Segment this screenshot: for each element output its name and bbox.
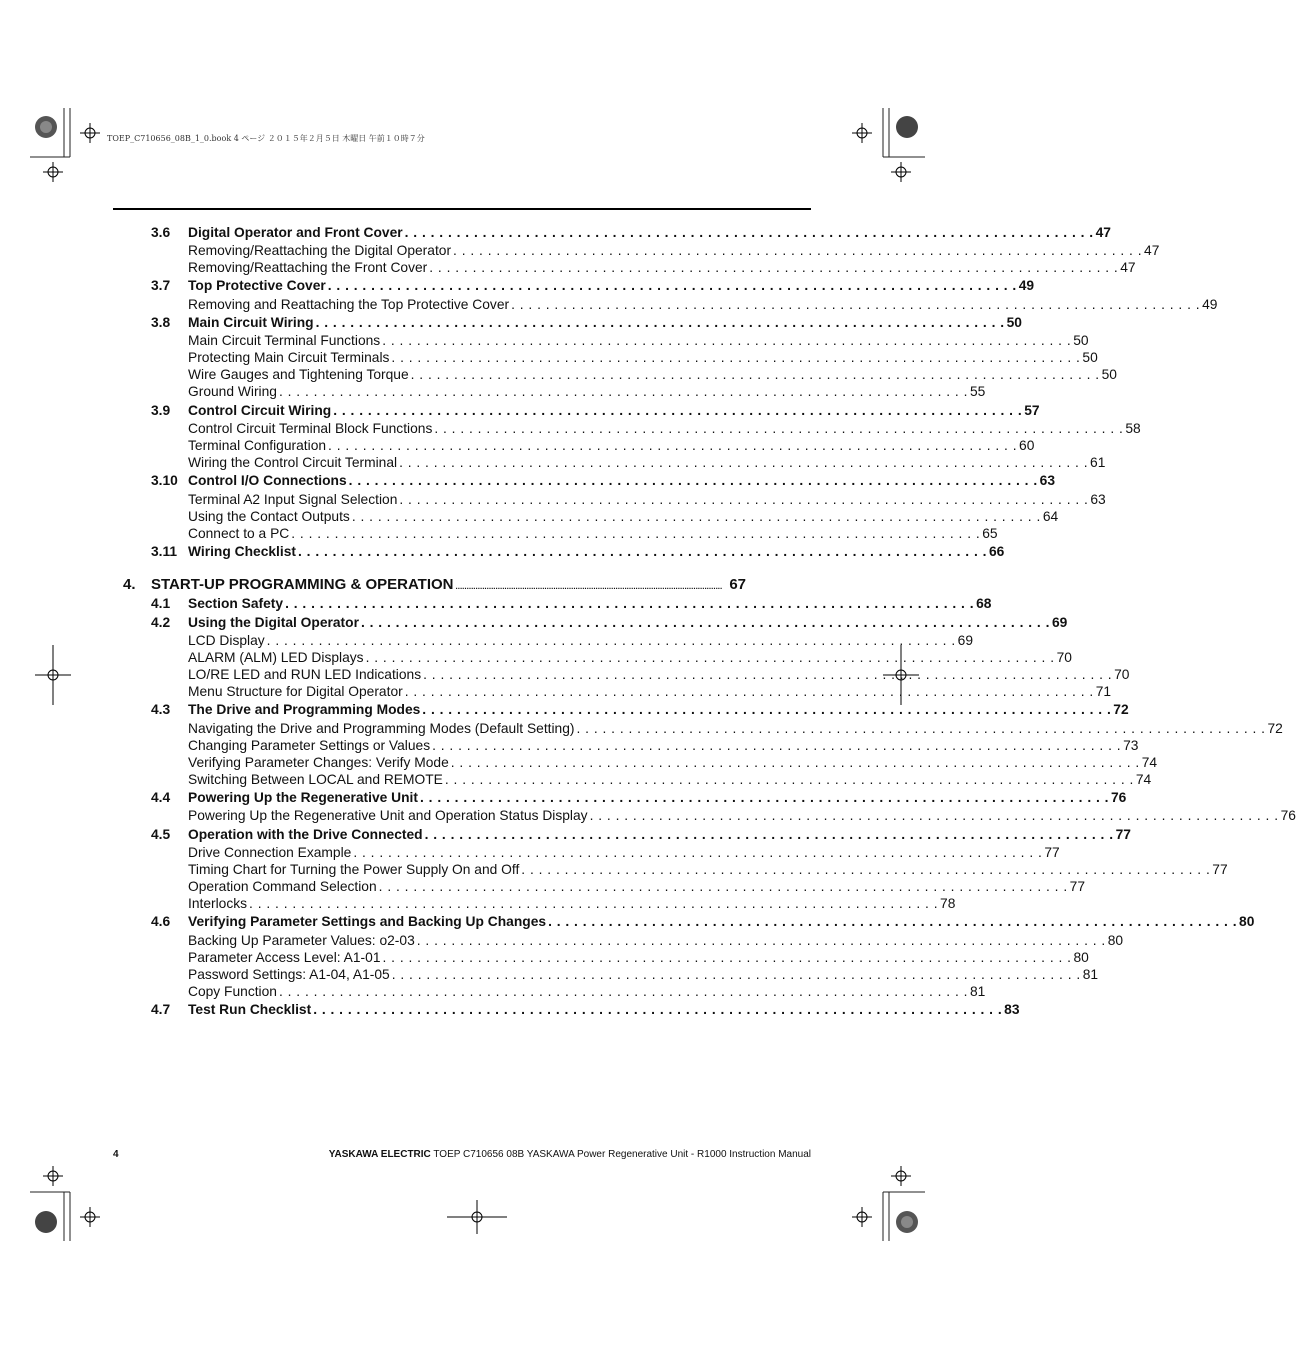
toc-entry-title: LCD Display	[188, 633, 265, 648]
toc-dot-leader: . . . . . . . . . . . . . . . . . . . . . . . . . . . . . . . . . . . . . . . . . . . . . . . . . . . . . . . . . . . . . . . . . . . . . . . . . . . . . . . .	[315, 315, 1005, 330]
toc-dot-leader: . . . . . . . . . . . . . . . . . . . . . . . . . . . . . . . . . . . . . . . . . . . . . . . . . . . . . . . . . . . . . . . . . . . . . . . . . . . . . . . .	[249, 896, 939, 911]
toc-section-entry[interactable]	[151, 314, 1022, 331]
toc-dot-leader: . . . . . . . . . . . . . . . . . . . . . . . . . . . . . . . . . . . . . . . . . . . . . . . . . . . . . . . . . . . . . . . . . . . . . . . . . . . . . . . .	[424, 827, 1114, 842]
toc-entry-page: 76	[1280, 808, 1296, 823]
crosshair-icon-top-right	[852, 123, 911, 182]
toc-entry-page: 49	[1202, 297, 1218, 312]
toc-entry-title: Wiring the Control Circuit Terminal	[188, 455, 398, 470]
toc-entry-title: Test Run Checklist	[188, 1002, 312, 1017]
toc-entry-page: 81	[969, 984, 986, 999]
toc-dot-leader: . . . . . . . . . . . . . . . . . . . . . . . . . . . . . . . . . . . . . . . . . . . . . . . . . . . . . . . . . . . . . . . . . . . . . . . . . . . . . . . .	[360, 615, 1050, 630]
toc-entry-title: Operation with the Drive Connected	[188, 827, 423, 842]
toc-subsection-entry[interactable]	[188, 966, 1099, 983]
toc-entry-page: 50	[1082, 350, 1098, 365]
toc-entry-page: 73	[1123, 738, 1139, 753]
toc-entry-page: 64	[1042, 509, 1059, 524]
toc-dot-leader: . . . . . . . . . . . . . . . . . . . . . . . . . . . . . . . . . . . . . . . . . . . . . . . . . . . . . . . . . . . . . . . . . . . . . . . . . . . . . . . .	[351, 509, 1041, 524]
toc-subsection-entry[interactable]	[188, 649, 1072, 666]
toc-dot-leader: . . . . . . . . . . . . . . . . . . . . . . . . . . . . . . . . . . . . . . . . . . . . . . . . . . . . . . . . . . . . . . . . . . . . . . . . . . . . . . . .	[404, 225, 1094, 240]
toc-dot-leader: . . . . . . . . . . . . . . . . . . . . . . . . . . . . . . . . . . . . . . . . . . . . . . . . . . . . . . . . . . . . . . . . . . . . . . . . . . . . . . . .	[297, 544, 987, 559]
toc-entry-title: Wiring Checklist	[188, 544, 296, 559]
footer-doc-text: TOEP C710656 08B YASKAWA Power Regenerative Unit - R1000 Instruction Manual	[430, 1149, 811, 1160]
toc-subsection-entry[interactable]	[188, 932, 1124, 949]
toc-entry-title: START-UP PROGRAMMING & OPERATION	[151, 576, 454, 593]
toc-section-entry[interactable]	[151, 913, 1255, 930]
toc-section-entry[interactable]	[151, 789, 1127, 806]
toc-entry-title: Navigating the Drive and Programming Modes (Default Setting)	[188, 721, 575, 736]
toc-entry-title: Protecting Main Circuit Terminals	[188, 350, 390, 365]
toc-dot-leader: . . . . . . . . . . . . . . . . . . . . . . . . . . . . . . . . . . . . . . . . . . . . . . . . . . . . . . . . . . . . . . . . . . . . . . . . . . . . . . . .	[399, 455, 1089, 470]
crosshair-icon-top-left	[43, 123, 100, 182]
toc-dot-leader: . . . . . . . . . . . . . . . . . . . . . . . . . . . . . . . . . . . . . . . . . . . . . . . . . . . . . . . . . . . . . . . . . . . . . . . . . . . . . . . .	[278, 384, 968, 399]
toc-dot-leader: . . . . . . . . . . . . . . . . . . . . . . . . . . . . . . . . . . . . . . . . . . . . . . . . . . . . . . . . . . . . . . . . . . . . . . . . . . . . . . . .	[416, 933, 1106, 948]
toc-dot-leader: . . . . . . . . . . . . . . . . . . . . . . . . . . . . . . . . . . . . . . . . . . . . . . . . . . . . . . . . . . . . . . . . . . . . . . . . . . . . . . . .	[348, 473, 1038, 488]
toc-entry-page: 50	[1073, 333, 1089, 348]
toc-entry-page: 68	[976, 596, 992, 611]
toc-entry-title: Removing and Reattaching the Top Protective Cover	[188, 297, 510, 312]
toc-entry-page: 67	[729, 576, 746, 593]
toc-entry-title: ALARM (ALM) LED Displays	[188, 650, 364, 665]
toc-subsection-entry[interactable]	[188, 983, 986, 1000]
toc-entry-number: 3.6	[151, 225, 171, 240]
toc-entry-number: 4.6	[151, 914, 171, 929]
toc-entry-number: 3.11	[151, 544, 178, 559]
toc-dot-leader: . . . . . . . . . . . . . . . . . . . . . . . . . . . . . . . . . . . . . . . . . . . . . . . . . . . . . . . . . . . . . . . . . . . . . . . . . . . . . . . .	[423, 667, 1113, 682]
toc-entry-page: 74	[1141, 755, 1158, 770]
toc-dot-leader: . . . . . . . . . . . . . . . . . . . . . . . . . . . . . . . . . . . . . . . . . . . . . . . . . . . . . . . . . . . . . . . . . . . . . . . . . . . . . . . .	[432, 738, 1122, 753]
toc-entry-page: 47	[1095, 225, 1111, 240]
toc-subsection-entry[interactable]	[188, 366, 1117, 383]
toc-entry-page: 47	[1120, 260, 1136, 275]
toc-entry-page: 71	[1095, 684, 1112, 699]
toc-entry-number: 4.7	[151, 1002, 171, 1017]
footer-manual-title	[329, 1149, 811, 1160]
toc-entry-page: 77	[1044, 845, 1060, 860]
toc-entry-page: 69	[957, 633, 974, 648]
toc-entry-title: LO/RE LED and RUN LED Indications	[188, 667, 422, 682]
toc-entry-title: Menu Structure for Digital Operator	[188, 684, 403, 699]
toc-dot-leader: . . . . . . . . . . . . . . . . . . . . . . . . . . . . . . . . . . . . . . . . . . . . . . . . . . . . . . . . . . . . . . . . . . . . . . . . . . . . . . . .	[410, 367, 1100, 382]
toc-entry-number: 4.5	[151, 827, 171, 842]
toc-entry-page: 61	[1090, 455, 1106, 470]
toc-entry-page: 57	[1024, 403, 1040, 418]
toc-section-entry[interactable]	[151, 543, 1005, 560]
toc-entry-title: Drive Connection Example	[188, 845, 352, 860]
toc-entry-number: 3.9	[151, 403, 171, 418]
toc-entry-page: 76	[1110, 790, 1127, 805]
toc-entry-page: 77	[1212, 862, 1228, 877]
toc-section-entry[interactable]	[151, 595, 992, 612]
toc-subsection-entry[interactable]	[188, 454, 1106, 471]
toc-entry-title: Timing Chart for Turning the Power Supply On and Off	[188, 862, 520, 877]
toc-subsection-entry[interactable]	[188, 861, 1228, 878]
toc-section-entry[interactable]	[151, 472, 1056, 489]
toc-dot-leader: . . . . . . . . . . . . . . . . . . . . . . . . . . . . . . . . . . . . . . . . . . . . . . . . . . . . . . . . . . . . . . . . . . . . . . . . . . . . . . . .	[434, 421, 1124, 436]
toc-entry-page: 65	[982, 526, 998, 541]
toc-entry-page: 70	[1114, 667, 1130, 682]
toc-dot-leader: . . . . . . . . . . . . . . . . . . . . . . . . . . . . . . . . . . . . . . . . . . . . . . . . . . . . . . . . . . . . . . . . . . . . . . . . . . . . . . . .	[429, 260, 1119, 275]
toc-entry-page: 74	[1135, 772, 1152, 787]
toc-subsection-entry[interactable]	[188, 771, 1152, 788]
toc-dot-leader: . . . . . . . . . . . . . . . . . . . . . . . . . . . . . . . . . . . . . . . . . . . . . . . . . . . . . . . . . . . . . . . . . . . . . . . . . . . . . . . .	[422, 702, 1112, 717]
toc-subsection-entry[interactable]	[188, 525, 998, 542]
toc-dot-leader: . . . . . . . . . . . . . . . . . . . . . . . . . . . . . . . . . . . . . . . . . . . . . . . . . . . . . . . . . . . . . . . . . . . . . . . . . . . . . . . .	[278, 984, 968, 999]
toc-dot-leader: . . . . . . . . . . . . . . . . . . . . . . . . . . . . . . . . . . . . . . . . . . . . . . . . . . . . . . . . . . . . . . . . . . . . . . . . . . . . . . . .	[548, 914, 1238, 929]
toc-dot-leader: . . . . . . . . . . . . . . . . . . . . . . . . . . . . . . . . . . . . . . . . . . . . . . . . . . . . . . . . . . . . . . . . . . . . . . . . . . . . . . . .	[444, 772, 1134, 787]
toc-subsection-entry[interactable]	[188, 895, 956, 912]
toc-entry-title: Control Circuit Wiring	[188, 403, 332, 418]
toc-entry-title: Verifying Parameter Changes: Verify Mode	[188, 755, 449, 770]
toc-dot-leader: . . . . . . . . . . . . . . . . . . . . . . . . . . . . . . . . . . . . . . . . . . . . . . . . . . . . . . . . . . . . . . . . . . . . . . . . . . . . . . . .	[391, 967, 1081, 982]
toc-entry-number: 4.4	[151, 790, 171, 805]
toc-dot-leader: . . . . . . . . . . . . . . . . . . . . . . . . . . . . . . . . . . . . . . . . . . . . . . . . . . . . . . . . . . . . . . . . . . . . . . . . . . . . . . . .	[333, 403, 1023, 418]
crosshair-icon-bottom	[43, 1166, 911, 1234]
toc-entry-page: 80	[1239, 914, 1255, 929]
toc-section-entry[interactable]	[151, 402, 1040, 419]
toc-entry-page: 72	[1267, 721, 1283, 736]
toc-entry-page: 70	[1056, 650, 1072, 665]
toc-entry-number: 4.1	[151, 596, 171, 611]
toc-subsection-entry[interactable]	[188, 844, 1060, 861]
toc-entry-number: 4.2	[151, 615, 171, 630]
toc-dot-leader: . . . . . . . . . . . . . . . . . . . . . . . . . . . . . . . . . . . . . . . . . . . . . . . . . . . . . . . . . . . . . . . . . . . . . . . . . . . . . . . .	[328, 438, 1018, 453]
toc-entry-title: Powering Up the Regenerative Unit	[188, 790, 418, 805]
toc-dot-leader: . . . . . . . . . . . . . . . . . . . . . . . . . . . . . . . . . . . . . . . . . . . . . . . . . . . . . . . . . . . . . . . . . . . . . . . . . . . . . . . .	[521, 862, 1211, 877]
toc-entry-number: 4.3	[151, 702, 171, 717]
toc-section-entry[interactable]	[151, 826, 1131, 843]
toc-dot-leader: . . . . . . . . . . . . . . . . . . . . . . . . . . . . . . . . . . . . . . . . . . . . . . . . . . . . . . . . . . . . . . . . . . . . . . . . . . . . . . . .	[382, 950, 1072, 965]
toc-section-entry[interactable]	[151, 701, 1129, 718]
toc-subsection-entry[interactable]	[188, 296, 1218, 313]
toc-entry-title: Removing/Reattaching the Digital Operator	[188, 243, 452, 258]
toc-entry-title: Top Protective Cover	[188, 278, 326, 293]
toc-chapter-entry[interactable]	[123, 576, 746, 593]
toc-dot-leader: . . . . . . . . . . . . . . . . . . . . . . . . . . . . . . . . . . . . . . . . . . . . . . . . . . . . . . . . . . . . . . . . . . . . . . . . . . . . . . . .	[576, 721, 1266, 736]
toc-dot-leader: ........................................................................................................................	[455, 582, 723, 591]
toc-entry-title: Using the Contact Outputs	[188, 509, 350, 524]
toc-entry-page: 63	[1090, 492, 1106, 507]
toc-entry-title: Ground Wiring	[188, 384, 277, 399]
toc-subsection-entry[interactable]	[188, 720, 1283, 737]
toc-dot-leader: . . . . . . . . . . . . . . . . . . . . . . . . . . . . . . . . . . . . . . . . . . . . . . . . . . . . . . . . . . . . . . . . . . . . . . . . . . . . . . . .	[313, 1002, 1003, 1017]
toc-subsection-entry[interactable]	[188, 349, 1098, 366]
toc-entry-title: Terminal A2 Input Signal Selection	[188, 492, 398, 507]
toc-subsection-entry[interactable]	[188, 683, 1112, 700]
toc-entry-title: Section Safety	[188, 596, 284, 611]
toc-entry-number: 3.8	[151, 315, 171, 330]
toc-entry-page: 60	[1019, 438, 1035, 453]
toc-entry-page: 81	[1082, 967, 1099, 982]
toc-entry-title: Main Circuit Terminal Functions	[188, 333, 381, 348]
toc-entry-page: 50	[1101, 367, 1117, 382]
toc-subsection-entry[interactable]	[188, 878, 1086, 895]
toc-entry-page: 50	[1006, 315, 1022, 330]
toc-entry-page: 66	[988, 544, 1005, 559]
toc-section-entry[interactable]	[151, 614, 1068, 631]
toc-subsection-entry[interactable]	[188, 754, 1158, 771]
toc-entry-title: Backing Up Parameter Values: o2-03	[188, 933, 415, 948]
toc-entry-page: 69	[1051, 615, 1068, 630]
toc-dot-leader: . . . . . . . . . . . . . . . . . . . . . . . . . . . . . . . . . . . . . . . . . . . . . . . . . . . . . . . . . . . . . . . . . . . . . . . . . . . . . . . .	[511, 297, 1201, 312]
toc-section-entry[interactable]	[151, 224, 1111, 241]
toc-entry-page: 78	[940, 896, 956, 911]
toc-entry-title: Terminal Configuration	[188, 438, 327, 453]
toc-dot-leader: . . . . . . . . . . . . . . . . . . . . . . . . . . . . . . . . . . . . . . . . . . . . . . . . . . . . . . . . . . . . . . . . . . . . . . . . . . . . . . . .	[450, 755, 1140, 770]
toc-subsection-entry[interactable]	[188, 437, 1035, 454]
toc-entry-title: Digital Operator and Front Cover	[188, 225, 403, 240]
toc-dot-leader: . . . . . . . . . . . . . . . . . . . . . . . . . . . . . . . . . . . . . . . . . . . . . . . . . . . . . . . . . . . . . . . . . . . . . . . . . . . . . . . .	[399, 492, 1089, 507]
toc-entry-page: 49	[1018, 278, 1035, 293]
toc-subsection-entry[interactable]	[188, 949, 1089, 966]
toc-entry-title: Connect to a PC	[188, 526, 290, 541]
toc-entry-title: The Drive and Programming Modes	[188, 702, 421, 717]
toc-dot-leader: . . . . . . . . . . . . . . . . . . . . . . . . . . . . . . . . . . . . . . . . . . . . . . . . . . . . . . . . . . . . . . . . . . . . . . . . . . . . . . . .	[266, 633, 956, 648]
toc-entry-page: 55	[969, 384, 986, 399]
toc-entry-title: Wire Gauges and Tightening Torque	[188, 367, 409, 382]
toc-entry-title: Control I/O Connections	[188, 473, 347, 488]
toc-dot-leader: . . . . . . . . . . . . . . . . . . . . . . . . . . . . . . . . . . . . . . . . . . . . . . . . . . . . . . . . . . . . . . . . . . . . . . . . . . . . . . . .	[353, 845, 1043, 860]
toc-entry-number: 3.10	[151, 473, 178, 488]
toc-dot-leader: . . . . . . . . . . . . . . . . . . . . . . . . . . . . . . . . . . . . . . . . . . . . . . . . . . . . . . . . . . . . . . . . . . . . . . . . . . . . . . . .	[382, 333, 1072, 348]
toc-entry-title: Interlocks	[188, 896, 248, 911]
toc-entry-page: 63	[1039, 473, 1056, 488]
toc-entry-page: 77	[1069, 879, 1086, 894]
footer-brand: YASKAWA ELECTRIC	[328, 1149, 431, 1160]
header-rule	[113, 208, 811, 210]
toc-dot-leader: . . . . . . . . . . . . . . . . . . . . . . . . . . . . . . . . . . . . . . . . . . . . . . . . . . . . . . . . . . . . . . . . . . . . . . . . . . . . . . . .	[378, 879, 1068, 894]
toc-entry-page: 77	[1115, 827, 1131, 842]
toc-entry-title: Verifying Parameter Settings and Backing Up Changes	[188, 914, 547, 929]
toc-dot-leader: . . . . . . . . . . . . . . . . . . . . . . . . . . . . . . . . . . . . . . . . . . . . . . . . . . . . . . . . . . . . . . . . . . . . . . . . . . . . . . . .	[291, 526, 981, 541]
toc-subsection-entry[interactable]	[188, 666, 1130, 683]
toc-dot-leader: . . . . . . . . . . . . . . . . . . . . . . . . . . . . . . . . . . . . . . . . . . . . . . . . . . . . . . . . . . . . . . . . . . . . . . . . . . . . . . . .	[453, 243, 1143, 258]
toc-entry-title: Switching Between LOCAL and REMOTE	[188, 772, 443, 787]
toc-entry-title: Changing Parameter Settings or Values	[188, 738, 431, 753]
toc-entry-title: Operation Command Selection	[188, 879, 377, 894]
toc-dot-leader: . . . . . . . . . . . . . . . . . . . . . . . . . . . . . . . . . . . . . . . . . . . . . . . . . . . . . . . . . . . . . . . . . . . . . . . . . . . . . . . .	[404, 684, 1094, 699]
toc-entry-title: Main Circuit Wiring	[188, 315, 314, 330]
toc-subsection-entry[interactable]	[188, 807, 1296, 824]
toc-dot-leader: . . . . . . . . . . . . . . . . . . . . . . . . . . . . . . . . . . . . . . . . . . . . . . . . . . . . . . . . . . . . . . . . . . . . . . . . . . . . . . . .	[285, 596, 975, 611]
toc-entry-page: 83	[1004, 1002, 1020, 1017]
toc-entry-page: 80	[1107, 933, 1124, 948]
toc-dot-leader: . . . . . . . . . . . . . . . . . . . . . . . . . . . . . . . . . . . . . . . . . . . . . . . . . . . . . . . . . . . . . . . . . . . . . . . . . . . . . . . .	[589, 808, 1279, 823]
toc-dot-leader: . . . . . . . . . . . . . . . . . . . . . . . . . . . . . . . . . . . . . . . . . . . . . . . . . . . . . . . . . . . . . . . . . . . . . . . . . . . . . . . .	[365, 650, 1055, 665]
toc-entry-title: Powering Up the Regenerative Unit and Operation Status Display	[188, 808, 588, 823]
toc-subsection-entry[interactable]	[188, 508, 1059, 525]
toc-entry-number: 4.	[123, 576, 136, 593]
toc-entry-page: 47	[1144, 243, 1160, 258]
toc-dot-leader: . . . . . . . . . . . . . . . . . . . . . . . . . . . . . . . . . . . . . . . . . . . . . . . . . . . . . . . . . . . . . . . . . . . . . . . . . . . . . . . .	[420, 790, 1109, 805]
toc-dot-leader: . . . . . . . . . . . . . . . . . . . . . . . . . . . . . . . . . . . . . . . . . . . . . . . . . . . . . . . . . . . . . . . . . . . . . . . . . . . . . . . .	[327, 278, 1017, 293]
toc-section-entry[interactable]	[151, 1001, 1020, 1018]
toc-entry-page: 72	[1113, 702, 1129, 717]
toc-subsection-entry[interactable]	[188, 242, 1160, 259]
toc-subsection-entry[interactable]	[188, 737, 1139, 754]
toc-subsection-entry[interactable]	[188, 332, 1089, 349]
toc-dot-leader: . . . . . . . . . . . . . . . . . . . . . . . . . . . . . . . . . . . . . . . . . . . . . . . . . . . . . . . . . . . . . . . . . . . . . . . . . . . . . . . .	[391, 350, 1081, 365]
toc-entry-title: Password Settings: A1-04, A1-05	[188, 967, 390, 982]
toc-subsection-entry[interactable]	[188, 491, 1106, 508]
toc-entry-page: 58	[1125, 421, 1141, 436]
toc-subsection-entry[interactable]	[188, 632, 974, 649]
footer-page-number: 4	[113, 1149, 119, 1160]
toc-entry-title: Using the Digital Operator	[188, 615, 359, 630]
toc-subsection-entry[interactable]	[188, 383, 986, 400]
toc-section-entry[interactable]	[151, 277, 1035, 294]
toc-entry-number: 3.7	[151, 278, 171, 293]
toc-subsection-entry[interactable]	[188, 420, 1141, 437]
toc-entry-title: Copy Function	[188, 984, 277, 999]
toc-entry-title: Parameter Access Level: A1-01	[188, 950, 381, 965]
toc-entry-title: Removing/Reattaching the Front Cover	[188, 260, 428, 275]
toc-entry-title: Control Circuit Terminal Block Functions	[188, 421, 433, 436]
toc-subsection-entry[interactable]	[188, 259, 1136, 276]
print-file-info: TOEP_C710656_08B_1_0.book 4 ページ ２０１５年２月５日 木曜日 午前１０時７分	[107, 134, 425, 143]
toc-entry-page: 80	[1073, 950, 1089, 965]
